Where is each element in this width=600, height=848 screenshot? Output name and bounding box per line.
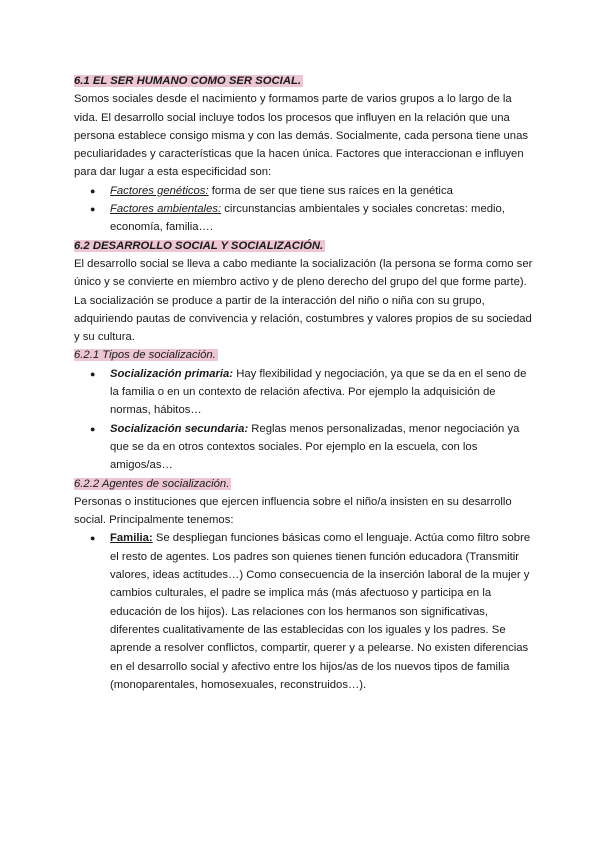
- list-item-term: Socialización primaria:: [110, 367, 234, 380]
- bullet-icon: ●: [90, 185, 96, 196]
- list-item: [74, 365, 534, 420]
- document-page: [74, 72, 534, 694]
- heading-6-2-1-text: 6.2.1 Tipos de socialización.: [74, 349, 216, 362]
- paragraph-6-2-2: Personas o instituciones que ejercen influencia sobre el niño/a insisten en su desarrollo social. Principalmente tenemos:: [74, 495, 512, 527]
- list-item: [74, 200, 534, 237]
- paragraph-6-1: Somos sociales desde el nacimiento y formamos parte de varios grupos a lo largo de la vida. El desarrollo social incluye todos los procesos que influyen en la relación que una persona establece consigo misma y con las demás. Socialmente, cada persona tiene unas peculiaridades y características que la hacen única. Factores que interaccionan e influyen para dar lugar a esta especificidad son:: [74, 93, 529, 179]
- bullet-icon: ●: [90, 533, 96, 544]
- list-item: [74, 529, 534, 694]
- agents-list: [74, 529, 534, 694]
- section-heading-6-1: [74, 72, 534, 90]
- bullet-icon: ●: [90, 204, 96, 215]
- list-item-text: forma de ser que tiene sus raíces en la genética: [208, 184, 453, 197]
- section-heading-6-2: [74, 237, 534, 255]
- heading-6-1-text: 6.1 EL SER HUMANO COMO SER SOCIAL.: [74, 75, 302, 87]
- list-item-text: Reglas menos personalizadas, menor negociación ya que se da en otros contextos sociales. Por ejemplo en la escuela, con los amigos/as…: [110, 422, 520, 472]
- list-item: [74, 420, 534, 475]
- bullet-icon: ●: [90, 423, 96, 434]
- heading-6-2-text: 6.2 DESARROLLO SOCIAL Y SOCIALIZACIÓN.: [74, 239, 324, 252]
- factors-list: [74, 182, 534, 237]
- section-heading-6-2-1: [74, 346, 534, 364]
- bullet-icon: ●: [90, 368, 96, 379]
- list-item-term: Factores genéticos:: [110, 184, 209, 197]
- list-item-text: Hay flexibilidad y negociación, ya que se da en el seno de la familia o en un contexto de relación afectiva. Por ejemplo la adquisición de normas, hábitos…: [110, 367, 527, 417]
- list-item-term: Factores ambientales:: [110, 203, 222, 216]
- paragraph-6-2: El desarrollo social se lleva a cabo mediante la socialización (la persona se forma como ser único y se convierte en miembro activo y de pleno derecho del grupo del que forme parte). La socialización se produce a partir de la interacción del niño o niña con su grupo, adquiriendo pautas de convivencia y relación, costumbres y valores propios de su sociedad y su cultura.: [74, 257, 533, 344]
- list-item-text: Se despliegan funciones básicas como el lenguaje. Actúa como filtro sobre el resto de agentes. Los padres son quienes tienen función educadora (Transmitir valores, ideas actitudes…) Como consecuencia de la inserción laboral de la mujer y cambios culturales, el padre se implica más (más afectuoso y participa en la educación de los hijos). Las relaciones con los hermanos son significativas, diferentes cualitativamente de las establecidas con los iguales y los padres. Se aprende a resolver conflictos, compartir, querer y a pelearse. No existen diferencias en el desarrollo social y afectivo entre los hijos/as de los nuevos tipos de familia (monoparentales, homosexuales, reconstruidos…).: [110, 532, 531, 691]
- list-item-text: circunstancias ambientales y sociales concretas: medio, economía, familia….: [110, 203, 505, 234]
- list-item: [74, 182, 534, 200]
- socialization-types-list: [74, 365, 534, 475]
- heading-6-2-2-text: 6.2.2 Agentes de socialización.: [74, 477, 230, 490]
- list-item-term: Familia:: [110, 532, 153, 545]
- list-item-term: Socialización secundaria:: [110, 422, 249, 435]
- section-heading-6-2-2: [74, 475, 534, 493]
